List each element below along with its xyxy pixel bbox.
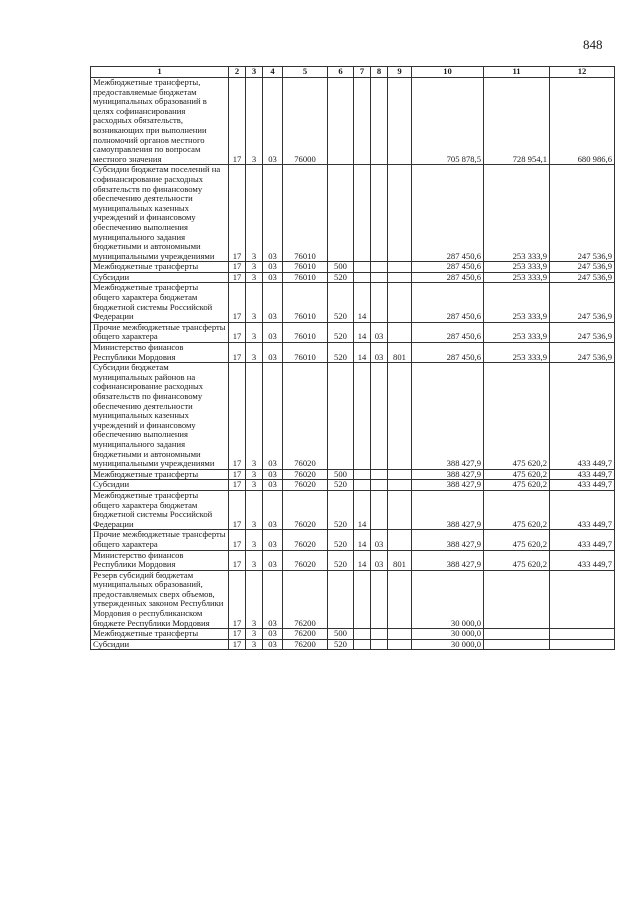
amount-12-cell: 433 449,7 [550,469,615,480]
row-name-cell: Субсидии бюджетам муниципальных районов на софинансирование расходных обязательств по финансовому обеспечению деятельности муниципальных казенных учреждений и финансовому обеспечению выполнения муниципального задания бюджетными и автономными муниципальными учреждениями [91,363,229,470]
code-3-cell: 3 [246,480,263,491]
code-4-cell: 03 [263,490,283,529]
amount-10-cell: 30 000,0 [412,639,484,650]
amount-12-cell: 247 536,9 [550,322,615,342]
amount-11-cell: 253 333,9 [484,165,550,262]
amount-12-cell: 247 536,9 [550,262,615,273]
code-7-cell [354,363,371,470]
code-7-cell [354,629,371,640]
code-5-cell: 76010 [283,262,328,273]
code-2-cell: 17 [229,322,246,342]
table-row [91,322,615,342]
column-header-8: 8 [371,67,388,78]
code-9-cell [388,78,412,165]
code-4-cell: 03 [263,469,283,480]
amount-10-cell: 705 878,5 [412,78,484,165]
column-header-3: 3 [246,67,263,78]
code-2-cell: 17 [229,343,246,363]
code-8-cell: 03 [371,550,388,570]
amount-11-cell: 253 333,9 [484,343,550,363]
row-name-cell: Министерство финансов Республики Мордовия [91,550,229,570]
row-name-cell: Субсидии [91,480,229,491]
header-row [91,67,615,78]
amount-11-cell: 475 620,2 [484,550,550,570]
code-2-cell: 17 [229,262,246,273]
amount-11-cell: 253 333,9 [484,283,550,322]
code-2-cell: 17 [229,480,246,491]
table-row [91,262,615,273]
code-6-cell [328,570,354,629]
amount-11-cell: 253 333,9 [484,322,550,342]
code-9-cell [388,530,412,550]
amount-10-cell: 287 450,6 [412,165,484,262]
column-header-6: 6 [328,67,354,78]
code-4-cell: 03 [263,78,283,165]
amount-10-cell: 388 427,9 [412,530,484,550]
code-3-cell: 3 [246,469,263,480]
code-6-cell: 500 [328,262,354,273]
code-4-cell: 03 [263,272,283,283]
code-9-cell [388,639,412,650]
code-6-cell: 520 [328,490,354,529]
row-name-cell: Прочие межбюджетные трансферты общего характера [91,530,229,550]
code-4-cell: 03 [263,550,283,570]
column-header-9: 9 [388,67,412,78]
code-2-cell: 17 [229,283,246,322]
code-2-cell: 17 [229,639,246,650]
amount-12-cell [550,639,615,650]
column-header-5: 5 [283,67,328,78]
code-7-cell: 14 [354,490,371,529]
code-9-cell [388,480,412,491]
page-number: 848 [583,37,603,52]
table-body [91,78,615,650]
code-7-cell [354,480,371,491]
code-8-cell [371,262,388,273]
code-7-cell: 14 [354,322,371,342]
row-name-cell: Межбюджетные трансферты, предоставляемые бюджетам муниципальных образований в целях софинансирования расходных обязательств, возникающих при выполнении полномочий органов местного самоуправления по вопросам местного значения [91,78,229,165]
code-5-cell: 76020 [283,490,328,529]
code-6-cell [328,363,354,470]
row-name-cell: Резерв субсидий бюджетам муниципальных образований, предоставляемых сверх объемов, утвержденных законом Республики Мордовия о республиканском бюджете Республики Мордовия [91,570,229,629]
column-header-2: 2 [229,67,246,78]
code-5-cell: 76010 [283,322,328,342]
code-2-cell: 17 [229,165,246,262]
amount-11-cell: 253 333,9 [484,262,550,273]
code-3-cell: 3 [246,363,263,470]
column-header-11: 11 [484,67,550,78]
code-9-cell [388,322,412,342]
code-4-cell: 03 [263,570,283,629]
amount-11-cell [484,570,550,629]
table-row [91,272,615,283]
code-3-cell: 3 [246,530,263,550]
code-9-cell [388,363,412,470]
amount-10-cell: 30 000,0 [412,570,484,629]
code-4-cell: 03 [263,530,283,550]
code-9-cell [388,262,412,273]
column-header-12: 12 [550,67,615,78]
code-6-cell [328,78,354,165]
code-5-cell: 76020 [283,530,328,550]
code-6-cell: 520 [328,343,354,363]
code-6-cell: 520 [328,480,354,491]
code-7-cell [354,469,371,480]
row-name-cell: Межбюджетные трансферты [91,262,229,273]
table-row [91,165,615,262]
code-7-cell [354,639,371,650]
code-4-cell: 03 [263,283,283,322]
table-row [91,343,615,363]
code-8-cell [371,272,388,283]
amount-11-cell: 475 620,2 [484,530,550,550]
code-7-cell [354,570,371,629]
code-7-cell [354,272,371,283]
amount-12-cell: 433 449,7 [550,363,615,470]
column-header-10: 10 [412,67,484,78]
amount-12-cell [550,629,615,640]
amount-12-cell: 433 449,7 [550,480,615,491]
budget-table [90,66,615,650]
table-row [91,550,615,570]
code-7-cell [354,262,371,273]
code-8-cell [371,629,388,640]
code-9-cell [388,629,412,640]
code-9-cell: 801 [388,343,412,363]
row-name-cell: Прочие межбюджетные трансферты общего характера [91,322,229,342]
table-row [91,480,615,491]
code-6-cell: 520 [328,322,354,342]
table-row [91,570,615,629]
code-9-cell [388,469,412,480]
amount-10-cell: 388 427,9 [412,490,484,529]
amount-12-cell: 247 536,9 [550,283,615,322]
code-9-cell [388,570,412,629]
code-5-cell: 76020 [283,469,328,480]
code-6-cell: 500 [328,629,354,640]
code-8-cell [371,165,388,262]
row-name-cell: Межбюджетные трансферты общего характера бюджетам бюджетной системы Российской Федерации [91,283,229,322]
table-row [91,639,615,650]
amount-11-cell [484,639,550,650]
row-name-cell: Субсидии [91,639,229,650]
code-5-cell: 76020 [283,363,328,470]
code-9-cell [388,283,412,322]
code-3-cell: 3 [246,550,263,570]
amount-10-cell: 287 450,6 [412,262,484,273]
column-header-7: 7 [354,67,371,78]
code-8-cell [371,469,388,480]
code-3-cell: 3 [246,78,263,165]
code-4-cell: 03 [263,322,283,342]
code-7-cell: 14 [354,283,371,322]
code-3-cell: 3 [246,322,263,342]
amount-10-cell: 30 000,0 [412,629,484,640]
code-8-cell: 03 [371,322,388,342]
row-name-cell: Министерство финансов Республики Мордовия [91,343,229,363]
table-row [91,469,615,480]
amount-10-cell: 388 427,9 [412,550,484,570]
code-5-cell: 76010 [283,272,328,283]
amount-11-cell: 728 954,1 [484,78,550,165]
row-name-cell: Субсидии бюджетам поселений на софинансирование расходных обязательств по финансовому обеспечению деятельности муниципальных казенных учреждений и финансовому обеспечению выполнения муниципального задания бюджетными и автономными муниципальными учреждениями [91,165,229,262]
code-7-cell [354,78,371,165]
code-8-cell [371,283,388,322]
code-3-cell: 3 [246,639,263,650]
amount-10-cell: 388 427,9 [412,469,484,480]
code-2-cell: 17 [229,469,246,480]
amount-11-cell: 475 620,2 [484,469,550,480]
code-7-cell: 14 [354,530,371,550]
code-3-cell: 3 [246,490,263,529]
table-row [91,363,615,470]
amount-10-cell: 388 427,9 [412,480,484,491]
amount-12-cell [550,570,615,629]
code-8-cell [371,639,388,650]
table-row [91,629,615,640]
code-2-cell: 17 [229,363,246,470]
code-4-cell: 03 [263,639,283,650]
code-5-cell: 76200 [283,639,328,650]
code-5-cell: 76010 [283,165,328,262]
code-4-cell: 03 [263,480,283,491]
code-3-cell: 3 [246,570,263,629]
code-5-cell: 76010 [283,343,328,363]
code-8-cell [371,78,388,165]
code-5-cell: 76200 [283,570,328,629]
code-3-cell: 3 [246,343,263,363]
code-8-cell: 03 [371,343,388,363]
row-name-cell: Субсидии [91,272,229,283]
code-2-cell: 17 [229,78,246,165]
table-row [91,530,615,550]
code-2-cell: 17 [229,272,246,283]
code-6-cell: 520 [328,272,354,283]
amount-12-cell: 433 449,7 [550,530,615,550]
code-9-cell [388,165,412,262]
code-4-cell: 03 [263,262,283,273]
amount-10-cell: 287 450,6 [412,322,484,342]
code-6-cell: 520 [328,530,354,550]
code-3-cell: 3 [246,629,263,640]
code-2-cell: 17 [229,530,246,550]
amount-10-cell: 287 450,6 [412,272,484,283]
code-2-cell: 17 [229,490,246,529]
code-6-cell: 520 [328,639,354,650]
amount-10-cell: 287 450,6 [412,283,484,322]
code-7-cell: 14 [354,550,371,570]
code-8-cell [371,570,388,629]
column-header-4: 4 [263,67,283,78]
code-9-cell [388,272,412,283]
code-8-cell [371,480,388,491]
row-name-cell: Межбюджетные трансферты [91,469,229,480]
amount-12-cell: 247 536,9 [550,343,615,363]
code-2-cell: 17 [229,570,246,629]
code-6-cell: 520 [328,283,354,322]
code-8-cell [371,490,388,529]
code-2-cell: 17 [229,629,246,640]
code-7-cell [354,165,371,262]
amount-12-cell: 433 449,7 [550,490,615,529]
row-name-cell: Межбюджетные трансферты [91,629,229,640]
code-2-cell: 17 [229,550,246,570]
code-3-cell: 3 [246,262,263,273]
amount-12-cell: 680 986,6 [550,78,615,165]
table-row [91,283,615,322]
code-3-cell: 3 [246,283,263,322]
code-4-cell: 03 [263,165,283,262]
amount-12-cell: 433 449,7 [550,550,615,570]
code-5-cell: 76200 [283,629,328,640]
code-9-cell [388,490,412,529]
code-8-cell: 03 [371,530,388,550]
code-5-cell: 76000 [283,78,328,165]
table-row [91,490,615,529]
amount-11-cell: 475 620,2 [484,480,550,491]
code-5-cell: 76020 [283,480,328,491]
row-name-cell: Межбюджетные трансферты общего характера бюджетам бюджетной системы Российской Федерации [91,490,229,529]
amount-11-cell: 253 333,9 [484,272,550,283]
code-5-cell: 76010 [283,283,328,322]
amount-12-cell: 247 536,9 [550,272,615,283]
amount-11-cell: 475 620,2 [484,363,550,470]
code-6-cell: 500 [328,469,354,480]
code-5-cell: 76020 [283,550,328,570]
code-4-cell: 03 [263,629,283,640]
column-header-1: 1 [91,67,229,78]
amount-11-cell: 475 620,2 [484,490,550,529]
code-4-cell: 03 [263,343,283,363]
code-6-cell: 520 [328,550,354,570]
table-row [91,78,615,165]
code-3-cell: 3 [246,272,263,283]
code-6-cell [328,165,354,262]
code-7-cell: 14 [354,343,371,363]
code-3-cell: 3 [246,165,263,262]
amount-12-cell: 247 536,9 [550,165,615,262]
amount-10-cell: 287 450,6 [412,343,484,363]
code-8-cell [371,363,388,470]
amount-10-cell: 388 427,9 [412,363,484,470]
amount-11-cell [484,629,550,640]
code-4-cell: 03 [263,363,283,470]
code-9-cell: 801 [388,550,412,570]
